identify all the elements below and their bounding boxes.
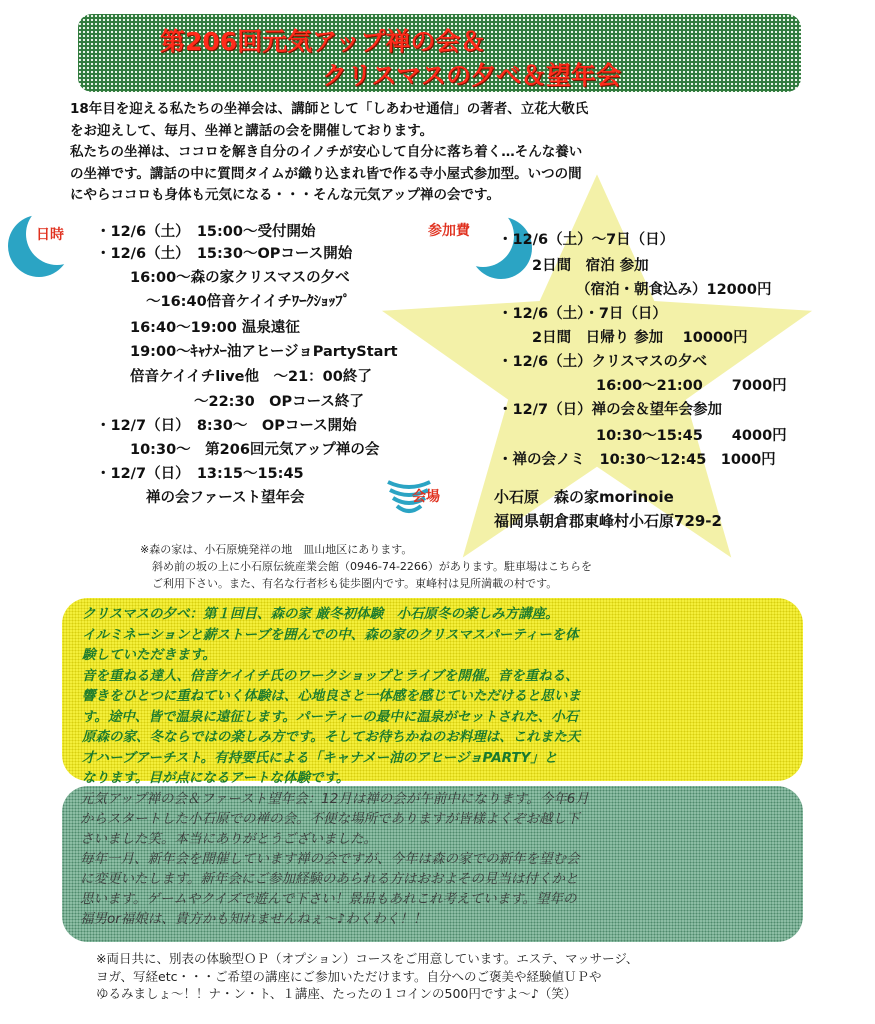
bonenkai-line: 福男or福娘は、貴方かも知れませんねぇ～♪わくわく！！	[80, 911, 427, 927]
christmas-line: クリスマスの夕べ：第１回目、森の家 厳冬初体験 小石原冬の楽しみ方講座。	[82, 606, 559, 622]
schedule-item: ・12/7（日） 8:30～ OPコース開始	[96, 418, 357, 434]
christmas-line: 験していただきます。	[82, 647, 216, 663]
christmas-line: なります。目が点になるアートな体験です。	[82, 770, 350, 786]
title-line-2: クリスマスの夕べ＆望年会	[322, 61, 622, 90]
schedule-item: ～16:40倍音ケイイチﾜｰｸｼｮｯﾌﾟ	[146, 294, 350, 310]
fee-item: ・禅の会ノミ 10:30～12:45 1000円	[498, 452, 776, 468]
note-line: ご利用下さい。また、有名な行者杉も徒歩圏内です。東峰村は見所満載の村です。	[152, 577, 558, 590]
intro-line: の坐禅です。講話の中に質問タイムが織り込まれ皆で作る寺小屋式参加型。いつの間	[70, 165, 582, 182]
schedule-item: 禅の会ファースト望年会	[146, 490, 305, 506]
schedule-item: 16:40～19:00 温泉遠征	[130, 320, 300, 336]
footer-line: ※両日共に、別表の体験型ＯＰ（オプション）コースをご用意しています。エステ、マッサージ、	[96, 951, 639, 966]
intro-line: 私たちの坐禅は、ココロを解き自分のイノチが安心して自分に落ち着く…そんな養い	[70, 144, 583, 160]
footer-line: ゆるみましょ～！！ナ・ン・ト、１講座、たったの１コインの500円ですよ～♪（笑）	[96, 986, 577, 1001]
schedule-item: 19:00～ｷｬﾅﾒｰ油アヒージョPartyStart	[130, 344, 398, 360]
title-line-1: 第206回元気アップ禅の会＆	[160, 27, 486, 56]
christmas-line: 才ハーブアーチスト。有持要氏による「キャナメー油のアヒージョPARTY」と	[82, 749, 558, 766]
schedule-item: ・12/6（土） 15:30～OPコース開始	[96, 246, 353, 262]
christmas-line: イルミネーションと薪ストーブを囲んでの中、森の家のクリスマスパーティーを体	[82, 626, 579, 643]
fee-item: ・12/6（土）クリスマスの夕べ	[498, 354, 707, 370]
schedule-item: 倍音ケイイチlive他 ～21：00終了	[130, 369, 372, 385]
fee-item: 16:00～21:00 7000円	[596, 378, 787, 394]
fee-item: （宿泊・朝食込み）12000円	[576, 282, 772, 298]
schedule-item: ・12/7（日） 13:15～15:45	[96, 466, 304, 482]
fee-item: 2日間 日帰り 参加 10000円	[532, 330, 748, 346]
fee-item: ・12/6（土）・7日（日）	[498, 306, 667, 322]
fee-item: ・12/7（日）禅の会＆望年会参加	[498, 402, 723, 418]
bonenkai-info-text	[80, 789, 790, 929]
schedule-item: ～22:30 OPコース終了	[194, 394, 364, 410]
fee-item: 2日間 宿泊 参加	[532, 258, 649, 274]
intro-line: にやらココロも身体も元気になる・・・そんな元気アップ禅の会です。	[70, 187, 500, 203]
christmas-line: 原森の家、冬ならではの楽しみ方です。そしてお待ちかねのお料理は、これまた天	[82, 729, 581, 745]
venue-address: 福岡県朝倉郡東峰村小石原729-2	[494, 512, 722, 530]
christmas-line: す。途中、皆で温泉に遠征します。パーティーの最中に温泉がセットされた、小石	[82, 708, 579, 725]
dates-label: 日時	[36, 227, 64, 243]
bonenkai-line: 元気アップ禅の会＆ファースト望年会：12月は禅の会が午前中になります。今年6月	[80, 791, 589, 807]
christmas-line: 響きをひとつに重ねていく体験は、心地良さと一体感を感じていただけると思いま	[82, 688, 581, 704]
fee-label: 参加費	[428, 223, 470, 239]
bonenkai-line: からスタートした小石原での禅の会。不便な場所でありますが皆様よくぞお越し下	[80, 811, 580, 827]
bonenkai-line: さいました笑。本当にありがとうございました。	[80, 831, 377, 847]
intro-line: 18年目を迎える私たちの坐禅会は、講師として「しあわせ通信」の著者、立花大敬氏	[70, 101, 589, 117]
footer-note	[96, 950, 816, 1003]
note-line: ※森の家は、小石原焼発祥の地 皿山地区にあります。	[140, 543, 413, 556]
christmas-line: 音を重ねる達人、倍音ケイイチ氏のワークショップとライブを開催。音を重ねる、	[82, 667, 579, 684]
note-line: 斜め前の坂の上に小石原伝統産業会館（0946-74-2266）があります。駐車場はこちらを	[152, 560, 593, 573]
intro-line: をお迎えして、毎月、坐禅と講話の会を開催しております。	[70, 122, 434, 139]
schedule-item: 16:00～森の家クリスマスの夕べ	[130, 270, 350, 286]
bonenkai-line: 毎年一月、新年会を開催しています禅の会ですが、今年は森の家での新年を望む会	[80, 851, 580, 867]
christmas-info-text	[82, 604, 787, 789]
fee-item: 10:30～15:45 4000円	[596, 428, 787, 444]
bonenkai-line: 思います。ゲームやクイズで遊んで下さい！景品もあれこれ考えています。望年の	[80, 891, 577, 907]
fee-item: ・12/6（土）～7日（日）	[498, 232, 675, 248]
venue-name: 小石原 森の家morinoie	[494, 488, 674, 506]
schedule-item: 10:30～ 第206回元気アップ禅の会	[130, 442, 380, 458]
footer-line: ヨガ、写経etc・・・ご希望の講座にご参加いただけます。自分へのご褒美や経験値ＵＰや	[96, 968, 602, 984]
venue-label: 会場	[412, 489, 440, 505]
schedule-item: ・12/6（土） 15:00～受付開始	[96, 224, 316, 240]
bonenkai-line: に変更いたします。新年会にご参加経験のあられる方はおおよその見当は付くかと	[80, 871, 579, 887]
